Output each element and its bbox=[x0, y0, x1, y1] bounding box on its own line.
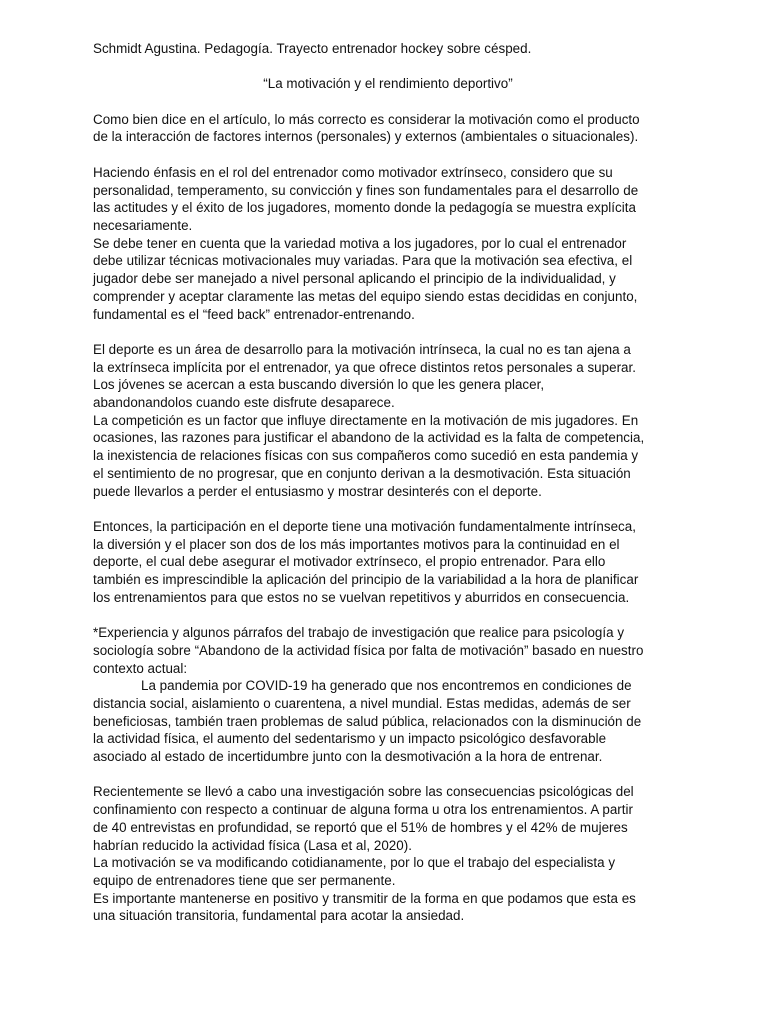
blank-line bbox=[93, 766, 683, 784]
text-line: de la interacción de factores internos (personales) y externos (ambientales o situacionales). bbox=[93, 129, 639, 145]
text-line: Como bien dice en el artículo, lo más correcto es considerar la motivación como el producto bbox=[93, 111, 640, 127]
text-line: de 40 entrevistas en profundidad, se reportó que el 51% de hombres y el 42% de mujeres bbox=[93, 819, 628, 835]
text-line: debe utilizar técnicas motivacionales muy variadas. Para que la motivación sea efectiva, el bbox=[93, 253, 633, 269]
document-page bbox=[93, 40, 683, 925]
text-line: beneficiosas, también traen problemas de salud pública, relacionados con la disminución de bbox=[93, 713, 642, 729]
paragraph-1 bbox=[93, 111, 683, 146]
text-line: La motivación se va modificando cotidianamente, por lo que el trabajo del especialista y bbox=[93, 855, 616, 871]
text-line: la diversión y el placer son dos de los más importantes motivos para la continuidad en el bbox=[93, 536, 620, 552]
text-line: Recientemente se llevó a cabo una investigación sobre las consecuencias psicológicas del bbox=[93, 784, 634, 800]
text-line: también es imprescindible la aplicación del principio de la variabilidad a la hora de planificar bbox=[93, 572, 639, 588]
text-line: comprender y aceptar claramente las metas del equipo siendo estas decididas en conjunto, bbox=[93, 288, 638, 304]
text-line: Se debe tener en cuenta que la variedad motiva a los jugadores, por lo cual el entrenador bbox=[93, 235, 627, 251]
text-line: confinamiento con respecto a continuar de alguna forma u otra los entrenamientos. A partir bbox=[93, 802, 633, 818]
text-line: necesariamente. bbox=[93, 217, 193, 233]
text-line: abandonandolos cuando este disfrute desaparece. bbox=[93, 395, 395, 410]
text-line: sociología sobre “Abandono de la actividad física por falta de motivación” basado en nuestro bbox=[93, 642, 644, 658]
text-line: contexto actual: bbox=[93, 660, 188, 676]
text-line: La competición es un factor que influye directamente en la motivación de mis jugadores. En bbox=[93, 412, 639, 428]
text-line: distancia social, aislamiento o cuarentena, a nivel mundial. Estas medidas, además de ser bbox=[93, 695, 631, 711]
text-line: las actitudes y el éxito de los jugadores, momento donde la pedagogía se muestra explícita bbox=[93, 200, 636, 216]
blank-line bbox=[93, 146, 683, 164]
text-line: la inexistencia de relaciones físicas con sus compañeros como sucedió en esta pandemia y bbox=[93, 448, 639, 464]
text-line: asociado al estado de incertidumbre junto con la desmotivación a la hora de entrenar. bbox=[93, 749, 603, 765]
blank-line bbox=[93, 606, 683, 624]
paragraph-4 bbox=[93, 518, 683, 607]
text-line: El deporte es un área de desarrollo para la motivación intrínseca, la cual no es tan ajena a bbox=[93, 341, 631, 357]
text-line: deporte, el cual debe asegurar el motivador extrínseco, el propio entrenador. Para ello bbox=[93, 554, 606, 570]
text-line: una situación transitoria, fundamental para acotar la ansiedad. bbox=[93, 908, 465, 924]
text-line: habrían reducido la actividad física (Lasa et al, 2020). bbox=[93, 837, 412, 853]
text-line: Los jóvenes se acercan a esta buscando diversión lo que les genera placer, bbox=[93, 377, 545, 393]
text-line: fundamental es el “feed back” entrenador-entrenando. bbox=[93, 306, 415, 322]
text-line: Entonces, la participación en el deporte tiene una motivación fundamentalmente intrínseca, bbox=[93, 518, 636, 534]
text-line: los entrenamientos para que estos no se vuelvan repetitivos y aburridos en consecuencia. bbox=[93, 589, 630, 605]
text-line: la extrínseca implícita por el entrenador, ya que ofrece distintos retos personales a superar. bbox=[93, 359, 637, 375]
text-line-indented: La pandemia por COVID-19 ha generado que nos encontremos en condiciones de bbox=[141, 678, 632, 694]
text-line: personalidad, temperamento, su convicción y fines son fundamentales para el desarrollo de bbox=[93, 182, 639, 198]
paragraph-5 bbox=[93, 624, 683, 766]
text-line: equipo de entrenadores tiene que ser permanente. bbox=[93, 872, 396, 888]
paragraph-2 bbox=[93, 164, 683, 323]
paragraph-3 bbox=[93, 341, 683, 500]
document-title: “La motivación y el rendimiento deportivo” bbox=[263, 76, 513, 92]
blank-line bbox=[93, 93, 683, 111]
text-line: la actividad física, el aumento del sedentarismo y un impacto psicológico desfavorable bbox=[93, 731, 607, 747]
text-line: *Experiencia y algunos párrafos del trabajo de investigación que realice para psicología y bbox=[93, 625, 625, 641]
blank-line bbox=[93, 58, 683, 76]
text-line: Haciendo énfasis en el rol del entrenador como motivador extrínseco, considero que su bbox=[93, 164, 613, 180]
blank-line bbox=[93, 500, 683, 518]
text-line: ocasiones, las razones para justificar el abandono de la actividad es la falta de competencia, bbox=[93, 430, 645, 446]
paragraph-6 bbox=[93, 783, 683, 925]
text-line: puede llevarlos a perder el entusiasmo y mostrar desinterés con el deporte. bbox=[93, 483, 542, 499]
document-header: Schmidt Agustina. Pedagogía. Trayecto entrenador hockey sobre césped. bbox=[93, 41, 532, 56]
text-line: jugador debe ser manejado a nivel personal aplicando el principio de la individualidad, y bbox=[93, 271, 616, 287]
blank-line bbox=[93, 323, 683, 341]
text-line: Es importante mantenerse en positivo y transmitir de la forma en que podamos que esta es bbox=[93, 890, 636, 906]
text-line: el sentimiento de no progresar, que en conjunto derivan a la desmotivación. Esta situación bbox=[93, 465, 631, 481]
